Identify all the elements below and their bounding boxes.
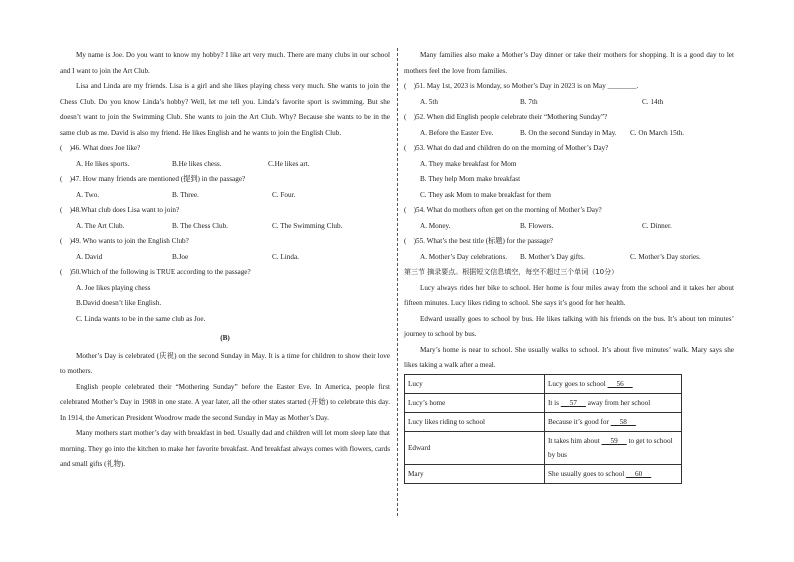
table-cell-left: Lucy xyxy=(405,374,545,393)
option-a: A. David xyxy=(76,252,103,261)
question-48-options xyxy=(60,219,390,235)
question-53-option-c: C. They ask Mom to make breakfast for them xyxy=(420,190,552,199)
question-50-option-a: A. Joe likes playing chess xyxy=(76,283,151,292)
option-a: A. 5th xyxy=(420,97,438,106)
question-46-options xyxy=(60,157,390,173)
question-48: ( )48.What club does Lisa want to join? xyxy=(60,206,180,214)
option-b: B. Mother’s Day gifts. xyxy=(520,252,585,261)
table-cell-left: Mary xyxy=(405,464,545,483)
option-a: A. Before the Easter Eve. xyxy=(420,128,494,137)
option-b: B.He likes chess. xyxy=(172,159,222,168)
option-c: C. Mother’s Day stories. xyxy=(630,252,701,261)
answer-blank: 57 xyxy=(569,398,577,407)
section-b-heading: (B) xyxy=(220,334,230,342)
question-51: ( )51. May 1st, 2023 is Monday, so Mother’s Day in 2023 is on May ________. xyxy=(404,82,639,90)
option-c: C. Dinner. xyxy=(642,221,672,230)
passage-c-paragraph: Edward usually goes to school by bus. He likes talking with his friends on the bus. It’s about ten minutes’ journey to school by bus. xyxy=(404,314,734,338)
table-cell-left: Lucy’s home xyxy=(405,393,545,412)
option-b: B. 7th xyxy=(520,97,538,106)
option-a: A. The Art Club. xyxy=(76,221,125,230)
column-divider xyxy=(397,48,398,516)
table-cell-right: Because it’s good for 58 xyxy=(545,412,682,431)
question-50: ( )50.Which of the following is TRUE according to the passage? xyxy=(60,268,251,276)
section-3-heading: 第三节 摘录要点。根据短文信息填空，每空不超过三个单词（10分） xyxy=(404,268,619,276)
answer-blank: 59 xyxy=(610,436,618,445)
option-c: C. Four. xyxy=(272,190,296,199)
table-row xyxy=(405,464,682,483)
passage-c-paragraph: Lucy always rides her bike to school. Her home is four miles away from the school and it takes her about fifteen minutes. Lucy likes riding to school. She says it’s good for her health. xyxy=(404,283,734,307)
option-b: B. Flowers. xyxy=(520,221,554,230)
table-cell-left: Edward xyxy=(405,431,545,464)
answer-blank: 58 xyxy=(619,417,627,426)
question-55: ( )55. What’s the best title (标题) for the passage? xyxy=(404,237,553,245)
notes-table xyxy=(404,374,682,484)
table-row xyxy=(405,393,682,412)
passage-b-paragraph: Many mothers start mother’s day with breakfast in bed. Usually dad and children will let mom sleep late that morning. They go into the kitchen to make her favorite breakfast. And breakfast always comes with flowers, cards and small gifts (礼物). xyxy=(60,429,390,468)
passage-a-paragraph: Lisa and Linda are my friends. Lisa is a girl and she likes playing chess very much. She wants to join the Chess Club. Do you know Linda’s hobby? Well, let me tell you. Linda’s favorite sport is swimming. But she doesn’t want to join the Swimming Club. She wants to join the Art Club. Why? Because she wants to be in the same club as me. David is also my friend. He likes English and he wants to join the English Club. xyxy=(60,82,390,137)
passage-c-paragraph: Mary’s home is near to school. She usually walks to school. It’s about five minutes’ walk. Mary says she likes taking a walk after a meal. xyxy=(404,345,734,369)
table-row xyxy=(405,374,682,393)
question-50-option-b: B.David doesn’t like English. xyxy=(76,299,162,307)
option-a: A. Two. xyxy=(76,190,100,199)
question-46: ( )46. What does Joe like? xyxy=(60,144,141,152)
table-cell-right: It takes him about 59 to get to school by bus xyxy=(545,431,682,464)
passage-b-paragraph: English people celebrated their “Mothering Sunday” before the Easter Eve. In America, people first celebrated Mother’s Day in 1908 in one state. A year later, all the other states started (开始) to celebrate this day. In 1914, the American President Woodrow made the second Sunday in May as Mother’s Day. xyxy=(60,382,390,422)
question-51-options xyxy=(404,95,734,111)
table-row xyxy=(405,431,682,464)
passage-b-paragraph: Mother’s Day is celebrated (庆祝) on the second Sunday in May. It is a time for children to show their love to mothers. xyxy=(60,351,390,375)
question-50-option-c: C. Linda wants to be in the same club as Joe. xyxy=(76,314,206,323)
option-a: A. He likes sports. xyxy=(76,159,130,168)
question-54: ( )54. What do mothers often get on the morning of Mother’s Day? xyxy=(404,206,602,214)
option-c: C. The Swimming Club. xyxy=(272,221,343,230)
option-c: C. Linda. xyxy=(272,252,299,261)
question-55-options xyxy=(404,250,734,266)
question-53-option-a: A. They make breakfast for Mom xyxy=(420,159,517,168)
right-column xyxy=(404,48,734,484)
question-53-option-b: B. They help Mom make breakfast xyxy=(420,175,521,183)
left-column xyxy=(60,48,390,473)
question-47-options xyxy=(60,188,390,204)
table-cell-left: Lucy likes riding to school xyxy=(405,412,545,431)
option-a: A. Mother’s Day celebrations. xyxy=(420,252,508,261)
option-b: B.Joe xyxy=(172,252,189,261)
question-53: ( )53. What do dad and children do on the morning of Mother’s Day? xyxy=(404,144,609,152)
question-54-options xyxy=(404,219,734,235)
question-52: ( )52. When did English people celebrate their “Mothering Sunday”? xyxy=(404,113,608,121)
table-cell-right: Lucy goes to school 56 xyxy=(545,374,682,393)
table-row xyxy=(405,412,682,431)
table-cell-right: It is 57 away from her school xyxy=(545,393,682,412)
answer-blank: 56 xyxy=(616,379,624,388)
option-c: C. On March 15th. xyxy=(630,128,685,137)
answer-blank: 60 xyxy=(635,469,643,478)
option-b: B. Three. xyxy=(172,190,199,199)
option-c: C. 14th xyxy=(642,97,664,106)
option-b: B. On the second Sunday in May. xyxy=(520,128,617,137)
question-49: ( )49. Who wants to join the English Club? xyxy=(60,237,189,245)
table-cell-right: She usually goes to school 60 xyxy=(545,464,682,483)
question-49-options xyxy=(60,250,390,266)
option-a: A. Money. xyxy=(420,221,451,230)
question-52-options xyxy=(404,126,734,142)
option-b: B. The Chess Club. xyxy=(172,221,228,230)
passage-b-paragraph: Many families also make a Mother’s Day dinner or take their mothers for shopping. It is a good day to let mothers feel the love from families. xyxy=(404,51,734,75)
question-47: ( )47. How many friends are mentioned (提到) in the passage? xyxy=(60,175,246,183)
passage-a-paragraph: My name is Joe. Do you want to know my hobby? I like art very much. There are many clubs in our school and I want to join the Art Club. xyxy=(60,51,390,75)
option-c: C.He likes art. xyxy=(268,159,310,168)
